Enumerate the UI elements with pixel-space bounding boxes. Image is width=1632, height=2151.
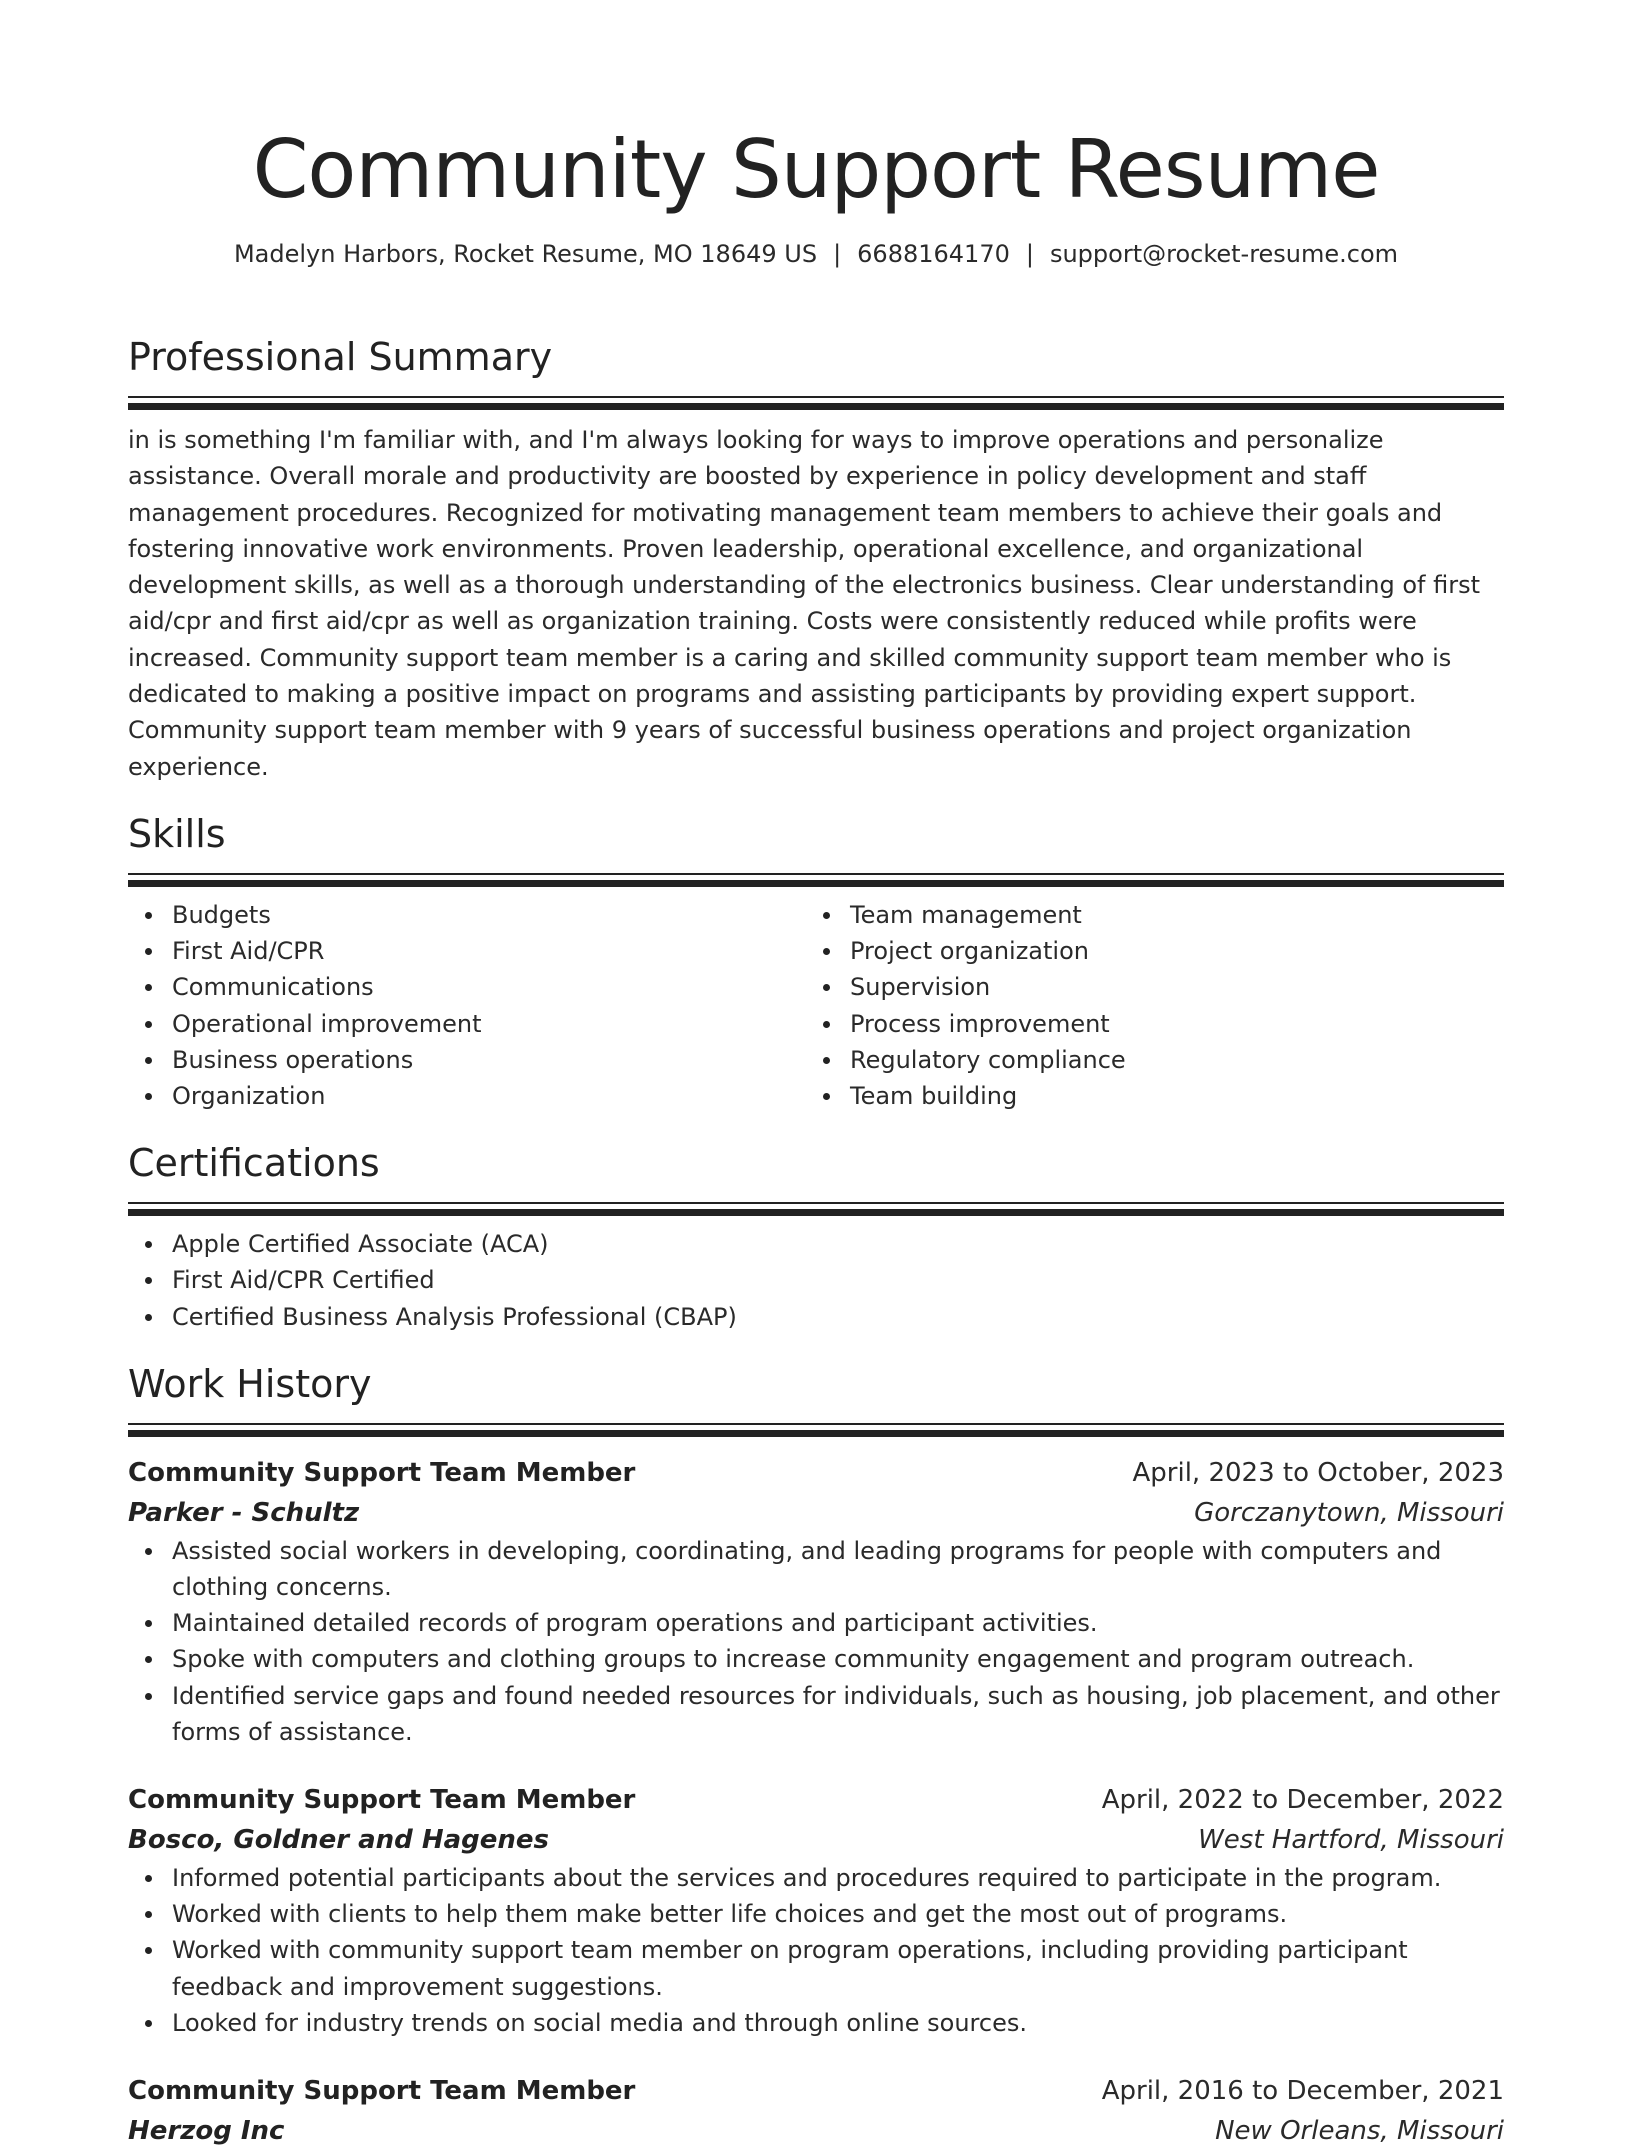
skill-item: Process improvement xyxy=(806,1006,1484,1042)
skill-item: Operational improvement xyxy=(128,1006,806,1042)
section-divider xyxy=(128,1202,1504,1204)
job-duties-list xyxy=(128,1533,1504,1750)
job-duty-item: Identified service gaps and found needed resources for individuals, such as housing, job placement, and other forms of assistance. xyxy=(128,1678,1504,1750)
job-location: New Orleans, Missouri xyxy=(1215,2116,1504,2147)
certification-item: First Aid/CPR Certified xyxy=(128,1262,1504,1298)
job-duty-item: Spoke with computers and clothing groups to increase community engagement and program outreach. xyxy=(128,1641,1504,1677)
work-history-heading: Work History xyxy=(128,1361,372,1406)
section-divider xyxy=(128,1430,1504,1437)
job-duty-item: Looked for industry trends on social media and through online sources. xyxy=(128,2005,1504,2041)
skill-item: Team building xyxy=(806,1078,1484,1114)
job-duties-list xyxy=(128,1860,1504,2041)
skill-item: Team management xyxy=(806,897,1484,933)
job-company-row xyxy=(128,2111,1504,2151)
section-divider xyxy=(128,873,1504,875)
job-location: Gorczanytown, Missouri xyxy=(1194,1497,1504,1528)
job-duty-item: Worked with clients to help them make better life choices and get the most out of programs. xyxy=(128,1896,1504,1932)
summary-section xyxy=(128,332,1504,785)
job-title: Community Support Team Member xyxy=(128,1785,636,1816)
skills-section xyxy=(128,809,1504,1114)
skill-item: Organization xyxy=(128,1078,806,1114)
job-location: West Hartford, Missouri xyxy=(1198,1825,1504,1856)
job-duty-item: Maintained detailed records of program operations and participant activities. xyxy=(128,1605,1504,1641)
job-company: Bosco, Goldner and Hagenes xyxy=(128,1825,549,1856)
section-divider xyxy=(128,396,1504,398)
skill-item: Supervision xyxy=(806,969,1484,1005)
contact-separator: | xyxy=(833,240,842,268)
job-header-row xyxy=(128,1453,1504,1493)
job-header-row xyxy=(128,2071,1504,2111)
job-duty-item: Assisted social workers in developing, coordinating, and leading programs for people with computers and clothing concerns. xyxy=(128,1533,1504,1605)
resume-title: Community Support Resume xyxy=(252,123,1380,216)
work-history-section xyxy=(128,1359,1504,2151)
skills-list-right xyxy=(806,897,1484,1114)
skill-item: Regulatory compliance xyxy=(806,1042,1484,1078)
skills-list-left xyxy=(128,897,806,1114)
job-dates: April, 2016 to December, 2021 xyxy=(1101,2076,1504,2107)
summary-heading: Professional Summary xyxy=(128,335,553,379)
skill-item: Project organization xyxy=(806,933,1484,969)
certification-item: Certified Business Analysis Professional (CBAP) xyxy=(128,1299,1504,1335)
job-header-row xyxy=(128,1780,1504,1820)
certifications-list xyxy=(128,1226,1504,1335)
job-company-row xyxy=(128,1493,1504,1533)
skill-item: Budgets xyxy=(128,897,806,933)
summary-text: in is something I'm familiar with, and I'm always looking for ways to improve operations and personalize assistance. Overall morale and productivity are boosted by experience in policy development and staff management procedures. Recognized for motivating management team members to achieve their goals and fostering innovative work environments. Proven leadership, operational excellence, and organizational development skills, as well as a thorough understanding of the electronics business. Clear understanding of first aid/cpr and first aid/cpr as well as organization training. Costs were consistently reduced while profits were increased. Community support team member is a caring and skilled community support team member who is dedicated to making a positive impact on programs and assisting participants by providing expert support. Community support team member with 9 years of successful business operations and project organization experience. xyxy=(128,426,1481,781)
certifications-heading: Certifications xyxy=(128,1141,380,1186)
certifications-section xyxy=(128,1138,1504,1335)
section-divider xyxy=(128,1423,1504,1425)
job-title: Community Support Team Member xyxy=(128,1457,636,1488)
section-divider xyxy=(128,403,1504,410)
job-company-row xyxy=(128,1820,1504,1860)
section-divider xyxy=(128,1209,1504,1216)
skill-item: Business operations xyxy=(128,1042,806,1078)
job-title: Community Support Team Member xyxy=(128,2076,636,2107)
skills-grid xyxy=(128,897,1504,1114)
resume-page xyxy=(128,0,1504,2151)
job-entry xyxy=(128,1780,1504,2041)
contact-phone: 6688164170 xyxy=(857,240,1010,268)
contact-separator: | xyxy=(1025,240,1034,268)
job-dates: April, 2023 to October, 2023 xyxy=(1132,1457,1504,1488)
job-duty-item: Informed potential participants about the services and procedures required to participate in the program. xyxy=(128,1860,1504,1896)
skill-item: First Aid/CPR xyxy=(128,933,806,969)
job-dates: April, 2022 to December, 2022 xyxy=(1101,1785,1504,1816)
skill-item: Communications xyxy=(128,969,806,1005)
job-company: Herzog Inc xyxy=(128,2116,285,2147)
skills-heading: Skills xyxy=(128,811,226,856)
certification-item: Apple Certified Associate (ACA) xyxy=(128,1226,1504,1262)
job-entry xyxy=(128,1453,1504,1750)
contact-address: Madelyn Harbors, Rocket Resume, MO 18649 US xyxy=(233,240,818,268)
job-duty-item: Worked with community support team member on program operations, including providing participant feedback and improvement suggestions. xyxy=(128,1932,1504,2004)
job-entry xyxy=(128,2071,1504,2151)
contact-line xyxy=(128,236,1504,272)
section-divider xyxy=(128,880,1504,887)
contact-email: support@rocket-resume.com xyxy=(1049,240,1399,268)
job-company: Parker - Schultz xyxy=(128,1497,360,1528)
